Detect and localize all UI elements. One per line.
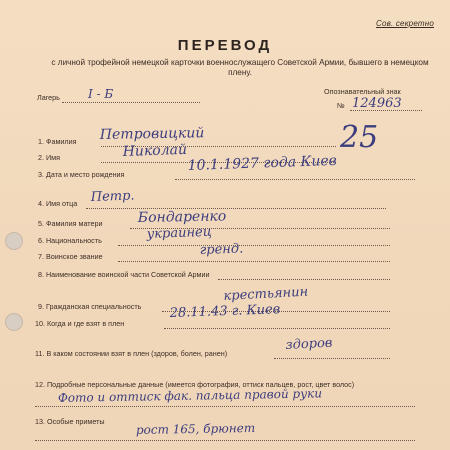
field-7-label: 7. Воинское звание bbox=[38, 252, 103, 261]
field-6-line bbox=[118, 245, 390, 246]
field-6-value: украинец bbox=[146, 224, 213, 242]
field-1-value: Петровицкий bbox=[99, 125, 205, 143]
field-3-label: 3. Дата и место рождения bbox=[38, 170, 125, 179]
id-number-value: 124963 bbox=[352, 96, 402, 111]
page-title: ПЕРЕВОД bbox=[177, 37, 273, 54]
field-11-label: 11. В каком состоянии взят в плен (здоров, болен, ранен) bbox=[35, 349, 228, 358]
field-10-value: 28.11.43 г. Киев bbox=[169, 302, 281, 321]
field-2-value: Николай bbox=[122, 141, 188, 160]
field-11-line bbox=[274, 358, 390, 359]
camp-value: I - Б bbox=[88, 87, 114, 101]
field-4-label: 4. Имя отца bbox=[38, 199, 78, 208]
field-9-value: крестьянин bbox=[223, 284, 309, 304]
field-10-line bbox=[164, 328, 390, 329]
field-3-line bbox=[175, 179, 415, 180]
field-4-value: Петр. bbox=[90, 188, 135, 205]
field-13-label: 13. Особые приметы bbox=[35, 417, 105, 426]
field-10-label: 10. Когда и где взят в плен bbox=[35, 319, 125, 328]
field-12-value: Фото и оттиск фак. пальца правой руки bbox=[57, 386, 323, 405]
field-6-label: 6. Национальность bbox=[38, 236, 102, 245]
id-number-prefix: № bbox=[337, 101, 345, 110]
id-number-label: Опознавательный знак bbox=[324, 87, 401, 96]
field-13-value: рост 165, брюнет bbox=[135, 420, 256, 437]
camp-line bbox=[62, 102, 200, 103]
field-3-value: 10.1.1927 года Киев bbox=[187, 152, 338, 174]
punch-hole-top bbox=[5, 232, 23, 250]
stamped-number: 25 bbox=[340, 120, 379, 155]
field-11-value: здоров bbox=[285, 335, 333, 353]
field-7-value: гренд. bbox=[199, 241, 244, 258]
field-2-label: 2. Имя bbox=[38, 153, 60, 162]
field-4-line bbox=[86, 208, 386, 209]
field-8-line bbox=[218, 279, 390, 280]
field-9-label: 9. Гражданская специальность bbox=[38, 302, 142, 311]
field-12-label: 12. Подробные персональные данные (имеется фотография, оттиск пальцев, рост, цвет волос) bbox=[35, 380, 355, 389]
field-8-label: 8. Наименование воинской части Советской Армии bbox=[38, 270, 210, 279]
field-12-line bbox=[35, 406, 415, 407]
page-subtitle: с личной трофейной немецкой карточки военнослужащего Советской Армии, бывшего в немецком плену. bbox=[51, 58, 429, 77]
field-1-label: 1. Фамилия bbox=[38, 137, 77, 146]
secrecy-mark: Сов. секретно bbox=[376, 19, 434, 28]
camp-label: Лагерь bbox=[37, 93, 60, 102]
field-5-value: Бондаренко bbox=[137, 208, 227, 226]
field-5-label: 5. Фамилия матери bbox=[38, 219, 103, 228]
punch-hole-bottom bbox=[5, 313, 23, 331]
field-7-line bbox=[118, 261, 390, 262]
field-13-line bbox=[35, 440, 415, 441]
